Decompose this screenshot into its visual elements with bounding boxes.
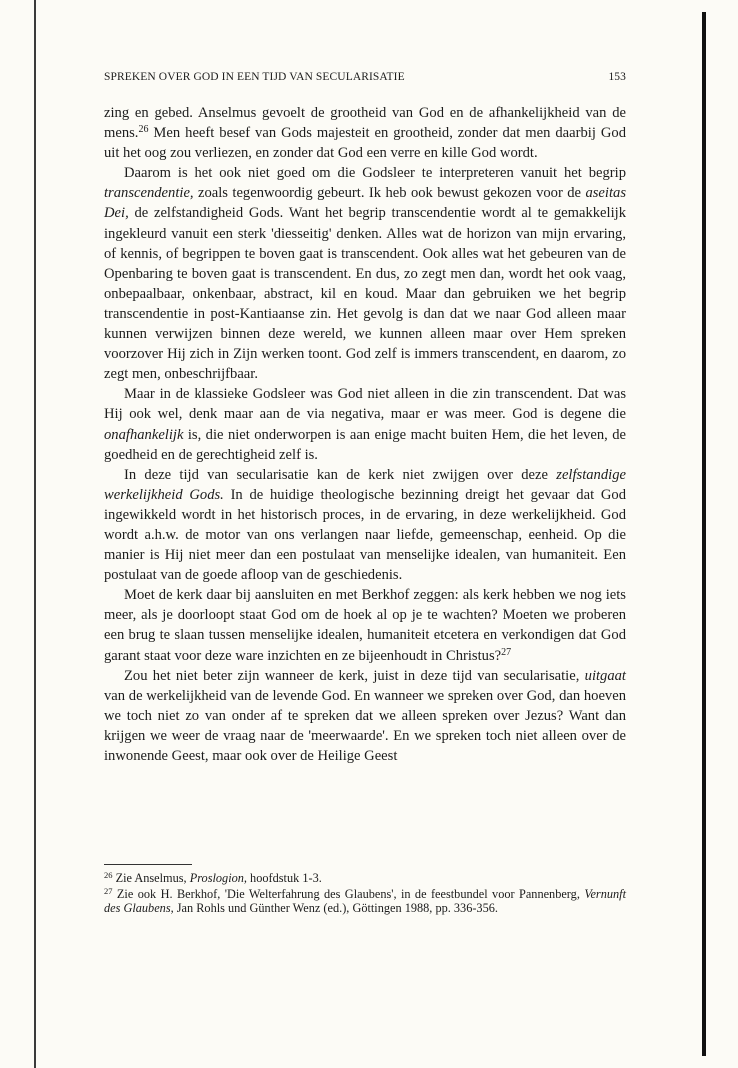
text-run: zoals tegenwoordig gebeurt. Ik heb ook bewust gekozen voor de <box>193 185 586 202</box>
running-title: SPREKEN OVER GOD IN EEN TIJD VAN SECULARISATIE <box>104 71 405 83</box>
text-run: Daarom is het ook niet goed om die Godsleer te interpreteren vanuit het begrip <box>124 165 626 182</box>
italic-text: zelfstandige werkelijkheid Gods. <box>104 466 626 503</box>
text-run: Zou het niet beter zijn wanneer de kerk, juist in deze tijd van secularisatie, <box>124 667 585 684</box>
paragraph <box>104 465 626 586</box>
page-edge-right <box>702 12 706 1056</box>
text-run: Zie Anselmus, <box>112 871 190 885</box>
italic-text: aseitas Dei, <box>104 185 626 222</box>
footnote-ref: 26 <box>104 870 113 880</box>
text-run: Moet de kerk daar bij aansluiten en met Berkhof zeggen: als kerk hebben we nog iets meer, als je doorloopt staat God om de hoek al op je te wachten? Moeten we proberen een brug te slaan tussen menselijke idealen, humaniteit etcetera en verkondigen dat God garant staat voor deze ware inzichten en ze bijeenhoudt in Christus? <box>104 587 626 664</box>
footnote-ref: 27 <box>501 646 512 658</box>
footnotes <box>104 871 626 917</box>
italic-text: transcendentie, <box>104 185 194 202</box>
text-run: zing en gebed. Anselmus gevoelt de grootheid van God en de afhankelijkheid van de mens. <box>104 105 626 142</box>
text-run: de zelfstandigheid Gods. Want het begrip transcendentie wordt al te gemakkelijk ingekleurd vanuit een sterk 'diesseitig' denken. Alles wat de horizon van mijn ervaring, of kennis, of begrippen te boven gaat is transcendent. Ook alles wat het gebeuren van de Openbaring te boven gaat is transcendent. En dus, zo zegt men dan, wordt het ook vaag, onbepaalbaar, onkenbaar, abstract, kil en koud. Maar dan gebruiken we het begrip transcendentie in post-Kantiaanse zin. Het gevolg is dan dat we naar God alleen maar kunnen verwijzen binnen deze wereld, we kunnen alleen maar over Hem spreken voorzover Hij zich in Zijn werken toont. God zelf is immers transcendent, en daarom, zo zegt men, onbeschrijfbaar. <box>104 205 626 383</box>
italic-text: Vernunft des Glaubens, <box>104 886 626 916</box>
text-run: is, die niet onderworpen is aan enige macht buiten Hem, die het leven, de goedheid en de gerechtigheid zelf is. <box>104 426 626 463</box>
page-edge-left <box>34 0 36 1068</box>
paragraph <box>104 163 626 384</box>
text-run: hoofdstuk 1-3. <box>246 871 322 885</box>
footnote-separator <box>104 864 192 865</box>
text-run: Jan Rohls und Günther Wenz (ed.), Göttingen 1988, pp. 336-356. <box>173 901 498 916</box>
text-run: In deze tijd van secularisatie kan de kerk niet zwijgen over deze <box>124 466 557 483</box>
footnote-ref: 27 <box>104 885 113 896</box>
page-number: 153 <box>608 71 626 83</box>
text-run: Men heeft besef van Gods majesteit en grootheid, zonder dat men daarbij God uit het oog zou verliezen, en zonder dat God een verre en kille God wordt. <box>104 125 626 162</box>
footnote <box>104 871 626 886</box>
text-run: van de werkelijkheid van de levende God. En wanneer we spreken over God, dan hoeven we toch niet zo van onder af te spreken dat we alleen spreken over Jezus? Want dan krijgen we weer de vraag naar de 'meerwaarde'. En we spreken toch niet alleen over de inwonende Geest, maar ook over de Heilige Geest <box>104 687 626 764</box>
text-run: In de huidige theologische bezinning dreigt het gevaar dat God ingewikkeld wordt in het historisch proces, in de ervaring, in deze werkelijkheid. God wordt a.h.w. de motor van ons verlangen naar liefde, gemeenschap, eenheid. Op die manier is Hij niet meer dan een postulaat van menselijke idealen, van humaniteit. Een postulaat van de goede afloop van de geschiedenis. <box>104 486 626 584</box>
italic-text: uitgaat <box>584 667 626 684</box>
text-run: Maar in de klassieke Godsleer was God niet alleen in die zin transcendent. Dat was Hij ook wel, denk maar aan de via negativa, maar er was meer. God is degene die <box>104 386 626 423</box>
footnote-ref: 26 <box>138 124 149 136</box>
paragraph <box>104 103 626 163</box>
body-text <box>104 103 626 766</box>
paragraph <box>104 384 626 464</box>
paragraph <box>104 585 626 665</box>
running-header <box>104 71 626 83</box>
text-run: Zie ook H. Berkhof, 'Die Welterfahrung des Glaubens', in de feestbundel voor Pannenberg, <box>112 886 585 901</box>
italic-text: onafhankelijk <box>104 426 184 443</box>
paragraph <box>104 666 626 766</box>
footnote <box>104 887 626 916</box>
italic-text: Proslogion, <box>189 871 247 885</box>
